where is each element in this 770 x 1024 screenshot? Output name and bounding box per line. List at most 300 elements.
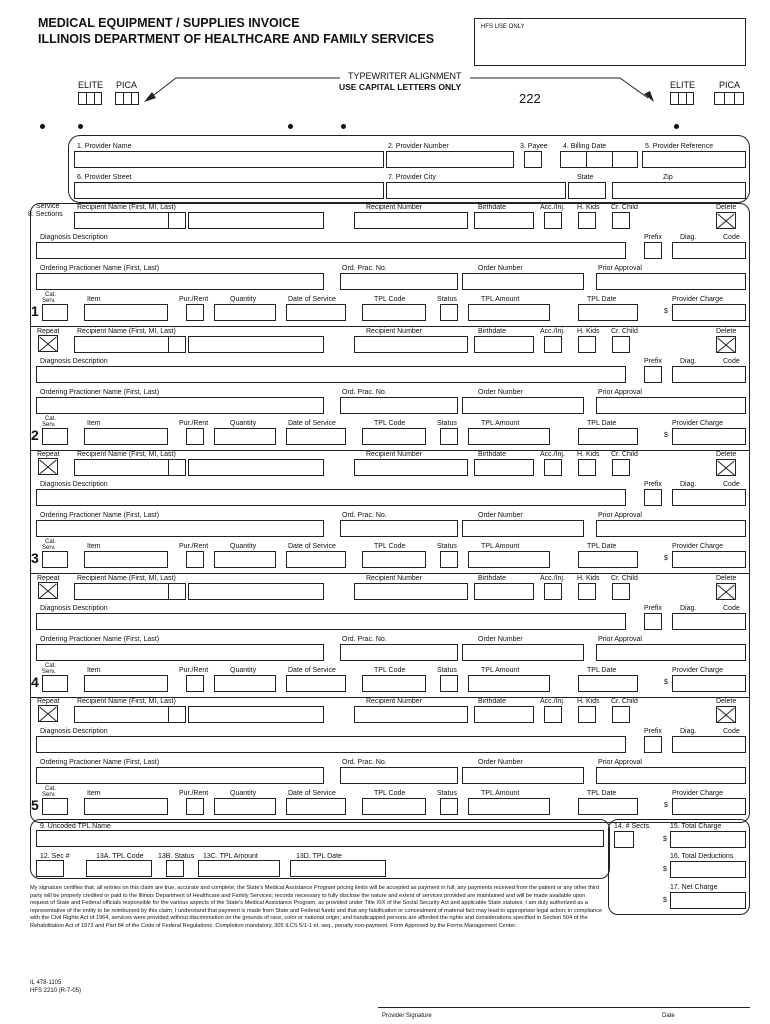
birthdate-input[interactable] xyxy=(474,336,534,353)
date-of-service-label: Date of Service xyxy=(288,420,336,427)
tpl-date-input[interactable] xyxy=(578,675,638,692)
prior-approval-input[interactable] xyxy=(596,273,746,290)
code-label: Code xyxy=(723,234,740,241)
tpl-status-13b-label: 13B. Status xyxy=(158,853,195,860)
ord-prac-no-label: Ord. Prac. No. xyxy=(342,512,387,519)
item-label: Item xyxy=(87,543,101,550)
cat-label: Cat. xyxy=(45,292,57,298)
ord-prac-no-input[interactable] xyxy=(340,273,458,290)
provider-charge-input[interactable] xyxy=(672,428,746,445)
quantity-input[interactable] xyxy=(214,798,276,815)
typewriter-alignment-label: TYPEWRITER ALIGNMENT xyxy=(348,71,462,81)
pur-rent-input[interactable] xyxy=(186,798,204,815)
repeat-label: Repeat xyxy=(37,698,60,705)
cat-serv-input[interactable] xyxy=(42,304,68,321)
item-label: Item xyxy=(87,296,101,303)
status-label: Status xyxy=(437,543,457,550)
delete-checkbox[interactable] xyxy=(716,583,736,600)
h-kids-label: H. Kids xyxy=(577,328,600,335)
ordering-practitioner-label: Ordering Practioner Name (First, Last) xyxy=(40,636,160,643)
payee-input[interactable] xyxy=(524,151,542,168)
elite-label-left: ELITE xyxy=(78,80,104,90)
diag-prefix-input[interactable] xyxy=(644,242,662,259)
quantity-label: Quantity xyxy=(230,790,257,797)
order-number-input[interactable] xyxy=(462,397,584,414)
section-divider xyxy=(30,573,750,574)
uncoded-tpl-name-label: 9. Uncoded TPL Name xyxy=(40,823,111,830)
acc-inj-label: Acc./Inj. xyxy=(540,204,565,211)
provider-charge-input[interactable] xyxy=(672,675,746,692)
provider-charge-dollar: $ xyxy=(664,679,668,686)
cat-label: Cat. xyxy=(45,539,57,545)
diagnosis-description-label: Diagnosis Description xyxy=(40,358,108,365)
order-number-input[interactable] xyxy=(462,520,584,537)
signature-line[interactable] xyxy=(378,1007,750,1008)
repeat-checkbox[interactable] xyxy=(38,335,58,352)
pur-rent-label: Pur./Rent xyxy=(179,667,209,674)
tpl-code-input[interactable] xyxy=(362,428,426,445)
recipient-number-label: Recipient Number xyxy=(366,698,423,705)
repeat-checkbox[interactable] xyxy=(38,582,58,599)
item-label: Item xyxy=(87,420,101,427)
pica-alignment-box-right xyxy=(714,92,744,105)
recipient-name-label: Recipient Name (First, MI, Last) xyxy=(77,328,176,335)
status-input[interactable] xyxy=(440,551,458,568)
acc-inj-input[interactable] xyxy=(544,212,562,229)
h-kids-input[interactable] xyxy=(578,706,596,723)
recipient-name-label: Recipient Name (First, MI, Last) xyxy=(77,451,176,458)
cr-child-input[interactable] xyxy=(612,212,630,229)
pur-rent-label: Pur./Rent xyxy=(179,420,209,427)
delete-label: Delete xyxy=(716,204,737,211)
provider-name-label: 1. Provider Name xyxy=(77,143,132,150)
section-number: 1 xyxy=(31,303,39,319)
provider-city-label: 7. Provider City xyxy=(388,174,436,181)
diagnosis-description-label: Diagnosis Description xyxy=(40,605,108,612)
birthdate-label: Birthdate xyxy=(478,698,507,705)
h-kids-label: H. Kids xyxy=(577,451,600,458)
date-of-service-label: Date of Service xyxy=(288,296,336,303)
sec-number-input[interactable] xyxy=(36,860,64,877)
tpl-code-input[interactable] xyxy=(362,304,426,321)
birthdate-input[interactable] xyxy=(474,212,534,229)
ordering-practitioner-input[interactable] xyxy=(36,644,324,661)
section-number: 4 xyxy=(31,674,39,690)
diag-code-input[interactable] xyxy=(672,366,746,383)
tpl-amount-input[interactable] xyxy=(468,428,550,445)
ordering-practitioner-label: Ordering Practioner Name (First, Last) xyxy=(40,265,160,272)
prior-approval-input[interactable] xyxy=(596,520,746,537)
tpl-date-input[interactable] xyxy=(578,304,638,321)
recipient-number-input[interactable] xyxy=(354,583,468,600)
provider-charge-dollar: $ xyxy=(664,432,668,439)
h-kids-label: H. Kids xyxy=(577,575,600,582)
pur-rent-input[interactable] xyxy=(186,304,204,321)
provider-charge-input[interactable] xyxy=(672,304,746,321)
cr-child-input[interactable] xyxy=(612,583,630,600)
acc-inj-input[interactable] xyxy=(544,706,562,723)
ordering-practitioner-label: Ordering Practioner Name (First, Last) xyxy=(40,389,160,396)
ord-prac-no-input[interactable] xyxy=(340,644,458,661)
tpl-date-input[interactable] xyxy=(578,428,638,445)
form-title: MEDICAL EQUIPMENT / SUPPLIES INVOICE xyxy=(38,16,300,30)
order-number-label: Order Number xyxy=(478,389,523,396)
pur-rent-label: Pur./Rent xyxy=(179,296,209,303)
repeat-checkbox[interactable] xyxy=(38,705,58,722)
net-charge-label: 17. Net Charge xyxy=(670,884,718,891)
tpl-code-input[interactable] xyxy=(362,675,426,692)
total-deductions-input[interactable] xyxy=(670,861,746,878)
tpl-code-13a-label: 13A. TPL Code xyxy=(96,853,144,860)
total-deductions-label: 16. Total Deductions xyxy=(670,853,734,860)
status-label: Status xyxy=(437,296,457,303)
ord-prac-no-label: Ord. Prac. No. xyxy=(342,759,387,766)
recipient-mi-input[interactable] xyxy=(168,459,186,476)
repeat-label: Repeat xyxy=(37,328,60,335)
alignment-number: 222 xyxy=(519,91,541,106)
diagnosis-description-input[interactable] xyxy=(36,489,626,506)
delete-label: Delete xyxy=(716,451,737,458)
total-charge-input[interactable] xyxy=(670,831,746,848)
order-number-input[interactable] xyxy=(462,644,584,661)
cat-label: Cat. xyxy=(45,663,57,669)
recipient-number-label: Recipient Number xyxy=(366,451,423,458)
quantity-input[interactable] xyxy=(214,675,276,692)
tpl-date-input[interactable] xyxy=(578,551,638,568)
code-label: Code xyxy=(723,728,740,735)
prefix-label: Prefix xyxy=(644,728,662,735)
prior-approval-label: Prior Approval xyxy=(598,636,642,643)
order-number-input[interactable] xyxy=(462,273,584,290)
h-kids-input[interactable] xyxy=(578,459,596,476)
total-charge-dollar: $ xyxy=(663,836,667,843)
num-sects-label: 14. # Sects. xyxy=(614,823,651,830)
diag-label: Diag. xyxy=(680,605,697,612)
provider-city-input[interactable] xyxy=(386,182,566,199)
item-input[interactable] xyxy=(84,304,168,321)
tpl-amount-label: TPL Amount xyxy=(481,790,520,797)
provider-number-input[interactable] xyxy=(386,151,514,168)
num-sects-input[interactable] xyxy=(614,831,634,848)
hfs-use-only-label: HFS USE ONLY xyxy=(481,24,525,30)
cr-child-label: Cr. Child xyxy=(611,698,638,705)
certification-text: My signature certifies that; all entries on this claim are true, accurate and complete; the State's Medical Assistance Program pricing limits will be accepted as payment in full; any payments received from the patient or any other third party will be properly credited or paid to the Illinois Department of Healthcare and Family Services; records necessary to fully disclose the nature and extent of services provided are maintained and will be made available upon request of State and Federal officials responsible for the various aspects of the State's Medical Assistance Program, as provided under Title XIX of the Social Security Act and applicable State statutes; I am duly authorized as a representative of the entity to be reimbursed by this claim; I understand that payment is made from State and Federal funds and that any falsification or concealment of material fact may lead to appropriate legal action; in compliance with the Civil Rights Act of 1964, services were provided without discrimination on the grounds of race, color or national origin; and handicapped persons are afforded the rights and considerations specified in Section 504 of the Rehabilitation Act of 1973 and Part 84 of the Code of Federal Regulations. Completion mandatory, 305 ILCS 5/1-1 et. seq., penalty non-payment. Form Approved by the Forms Management Center. xyxy=(30,885,603,929)
pica-label-left: PICA xyxy=(116,80,138,90)
pur-rent-input[interactable] xyxy=(186,551,204,568)
status-input[interactable] xyxy=(440,428,458,445)
diag-label: Diag. xyxy=(680,234,697,241)
total-deductions-dollar: $ xyxy=(663,866,667,873)
cr-child-input[interactable] xyxy=(612,706,630,723)
alignment-dot xyxy=(78,124,83,129)
date-of-service-input[interactable] xyxy=(286,551,346,568)
delete-label: Delete xyxy=(716,575,737,582)
prior-approval-label: Prior Approval xyxy=(598,512,642,519)
delete-label: Delete xyxy=(716,328,737,335)
diagnosis-description-label: Diagnosis Description xyxy=(40,481,108,488)
provider-charge-input[interactable] xyxy=(672,551,746,568)
order-number-label: Order Number xyxy=(478,636,523,643)
state-input[interactable] xyxy=(568,182,606,199)
tpl-amount-13c-label: 13C. TPL Amount xyxy=(203,853,258,860)
tpl-code-label: TPL Code xyxy=(374,296,406,303)
status-label: Status xyxy=(437,667,457,674)
provider-name-input[interactable] xyxy=(74,151,384,168)
recipient-last-name-input[interactable] xyxy=(188,583,324,600)
cat-serv-input[interactable] xyxy=(42,428,68,445)
tpl-status-13b-input[interactable] xyxy=(166,860,184,877)
prior-approval-input[interactable] xyxy=(596,397,746,414)
status-input[interactable] xyxy=(440,304,458,321)
order-number-label: Order Number xyxy=(478,759,523,766)
quantity-label: Quantity xyxy=(230,543,257,550)
alignment-dot xyxy=(40,124,45,129)
tpl-date-label: TPL Date xyxy=(587,420,617,427)
diag-code-input[interactable] xyxy=(672,613,746,630)
tpl-code-label: TPL Code xyxy=(374,420,406,427)
section-number: 2 xyxy=(31,427,39,443)
sec-number-label: 12. Sec # xyxy=(40,853,70,860)
ord-prac-no-input[interactable] xyxy=(340,520,458,537)
elite-alignment-box-right xyxy=(670,92,694,105)
recipient-number-input[interactable] xyxy=(354,336,468,353)
acc-inj-input[interactable] xyxy=(544,459,562,476)
cr-child-input[interactable] xyxy=(612,336,630,353)
item-input[interactable] xyxy=(84,675,168,692)
billing-date-label: 4. Billing Date xyxy=(563,143,607,150)
uncoded-tpl-name-input[interactable] xyxy=(36,830,604,847)
delete-label: Delete xyxy=(716,698,737,705)
net-charge-input[interactable] xyxy=(670,892,746,909)
order-number-input[interactable] xyxy=(462,767,584,784)
item-label: Item xyxy=(87,790,101,797)
tpl-date-13d-label: 13D. TPL Date xyxy=(296,853,342,860)
item-input[interactable] xyxy=(84,551,168,568)
diag-code-input[interactable] xyxy=(672,242,746,259)
provider-street-label: 6. Provider Street xyxy=(77,174,132,181)
prefix-label: Prefix xyxy=(644,605,662,612)
prefix-label: Prefix xyxy=(644,234,662,241)
provider-charge-dollar: $ xyxy=(664,308,668,315)
tpl-amount-label: TPL Amount xyxy=(481,667,520,674)
recipient-number-input[interactable] xyxy=(354,459,468,476)
tpl-amount-input[interactable] xyxy=(468,304,550,321)
ord-prac-no-label: Ord. Prac. No. xyxy=(342,636,387,643)
cat-serv-input[interactable] xyxy=(42,551,68,568)
tpl-amount-label: TPL Amount xyxy=(481,296,520,303)
prefix-label: Prefix xyxy=(644,358,662,365)
repeat-label: Repeat xyxy=(37,575,60,582)
prior-approval-input[interactable] xyxy=(596,644,746,661)
quantity-input[interactable] xyxy=(214,304,276,321)
provider-charge-input[interactable] xyxy=(672,798,746,815)
date-of-service-input[interactable] xyxy=(286,675,346,692)
cr-child-label: Cr. Child xyxy=(611,451,638,458)
serv-label: Serv. xyxy=(42,792,56,798)
recipient-last-name-input[interactable] xyxy=(188,336,324,353)
cr-child-input[interactable] xyxy=(612,459,630,476)
diag-prefix-input[interactable] xyxy=(644,736,662,753)
recipient-mi-input[interactable] xyxy=(168,706,186,723)
diag-label: Diag. xyxy=(680,481,697,488)
elite-alignment-box-left xyxy=(78,92,102,105)
quantity-input[interactable] xyxy=(214,551,276,568)
recipient-last-name-input[interactable] xyxy=(188,706,324,723)
department-title: ILLINOIS DEPARTMENT OF HEALTHCARE AND FAMILY SERVICES xyxy=(38,32,435,46)
provider-signature-label: Provider Signature xyxy=(382,1013,432,1019)
recipient-mi-input[interactable] xyxy=(168,212,186,229)
h-kids-input[interactable] xyxy=(578,583,596,600)
diag-label: Diag. xyxy=(680,358,697,365)
ord-prac-no-input[interactable] xyxy=(340,767,458,784)
delete-checkbox[interactable] xyxy=(716,706,736,723)
provider-charge-label: Provider Charge xyxy=(672,420,723,427)
diag-code-input[interactable] xyxy=(672,736,746,753)
ord-prac-no-label: Ord. Prac. No. xyxy=(342,389,387,396)
birthdate-input[interactable] xyxy=(474,706,534,723)
diagnosis-description-input[interactable] xyxy=(36,613,626,630)
recipient-number-input[interactable] xyxy=(354,212,468,229)
birthdate-input[interactable] xyxy=(474,459,534,476)
diag-prefix-input[interactable] xyxy=(644,489,662,506)
cr-child-label: Cr. Child xyxy=(611,204,638,211)
recipient-number-label: Recipient Number xyxy=(366,328,423,335)
tpl-amount-input[interactable] xyxy=(468,675,550,692)
provider-street-input[interactable] xyxy=(74,182,384,199)
repeat-checkbox[interactable] xyxy=(38,458,58,475)
ordering-practitioner-label: Ordering Practioner Name (First, Last) xyxy=(40,759,160,766)
date-of-service-label: Date of Service xyxy=(288,543,336,550)
acc-inj-label: Acc./Inj. xyxy=(540,575,565,582)
diagnosis-description-input[interactable] xyxy=(36,366,626,383)
serv-label: Serv. xyxy=(42,545,56,551)
net-charge-dollar: $ xyxy=(663,897,667,904)
prior-approval-input[interactable] xyxy=(596,767,746,784)
cat-serv-input[interactable] xyxy=(42,798,68,815)
provider-charge-label: Provider Charge xyxy=(672,667,723,674)
tpl-amount-label: TPL Amount xyxy=(481,543,520,550)
alignment-dot xyxy=(288,124,293,129)
recipient-mi-input[interactable] xyxy=(168,336,186,353)
birthdate-input[interactable] xyxy=(474,583,534,600)
recipient-number-label: Recipient Number xyxy=(366,204,423,211)
total-charge-label: 15. Total Charge xyxy=(670,823,722,830)
quantity-input[interactable] xyxy=(214,428,276,445)
serv-label: Serv. xyxy=(42,669,56,675)
ord-prac-no-input[interactable] xyxy=(340,397,458,414)
ordering-practitioner-label: Ordering Practioner Name (First, Last) xyxy=(40,512,160,519)
provider-charge-label: Provider Charge xyxy=(672,296,723,303)
provider-reference-label: 5. Provider Reference xyxy=(645,143,714,150)
tpl-code-13a-input[interactable] xyxy=(86,860,152,877)
pur-rent-input[interactable] xyxy=(186,675,204,692)
diagnosis-description-label: Diagnosis Description xyxy=(40,728,108,735)
provider-charge-dollar: $ xyxy=(664,555,668,562)
billing-date-input[interactable] xyxy=(560,151,638,168)
date-of-service-input[interactable] xyxy=(286,428,346,445)
h-kids-label: H. Kids xyxy=(577,204,600,211)
tpl-date-13d-input[interactable] xyxy=(290,860,386,877)
diag-prefix-input[interactable] xyxy=(644,366,662,383)
ordering-practitioner-input[interactable] xyxy=(36,397,324,414)
prior-approval-label: Prior Approval xyxy=(598,759,642,766)
tpl-code-input[interactable] xyxy=(362,798,426,815)
acc-inj-label: Acc./Inj. xyxy=(540,451,565,458)
tpl-code-input[interactable] xyxy=(362,551,426,568)
h-kids-label: H. Kids xyxy=(577,698,600,705)
recipient-number-label: Recipient Number xyxy=(366,575,423,582)
pica-label-right: PICA xyxy=(719,80,741,90)
status-input[interactable] xyxy=(440,798,458,815)
quantity-label: Quantity xyxy=(230,420,257,427)
ordering-practitioner-input[interactable] xyxy=(36,273,324,290)
acc-inj-label: Acc./Inj. xyxy=(540,698,565,705)
pur-rent-input[interactable] xyxy=(186,428,204,445)
tpl-amount-input[interactable] xyxy=(468,551,550,568)
form-id-1: IL 478-1105 xyxy=(30,980,62,986)
diagnosis-description-input[interactable] xyxy=(36,736,626,753)
delete-checkbox[interactable] xyxy=(716,336,736,353)
acc-inj-input[interactable] xyxy=(544,583,562,600)
prior-approval-label: Prior Approval xyxy=(598,389,642,396)
provider-reference-input[interactable] xyxy=(642,151,746,168)
item-input[interactable] xyxy=(84,798,168,815)
tpl-amount-input[interactable] xyxy=(468,798,550,815)
tpl-date-input[interactable] xyxy=(578,798,638,815)
recipient-number-input[interactable] xyxy=(354,706,468,723)
diag-code-input[interactable] xyxy=(672,489,746,506)
repeat-label: Repeat xyxy=(37,451,60,458)
recipient-mi-input[interactable] xyxy=(168,583,186,600)
h-kids-input[interactable] xyxy=(578,336,596,353)
diagnosis-description-input[interactable] xyxy=(36,242,626,259)
cat-serv-input[interactable] xyxy=(42,675,68,692)
acc-inj-input[interactable] xyxy=(544,336,562,353)
birthdate-label: Birthdate xyxy=(478,328,507,335)
item-input[interactable] xyxy=(84,428,168,445)
delete-checkbox[interactable] xyxy=(716,459,736,476)
date-of-service-input[interactable] xyxy=(286,304,346,321)
delete-checkbox[interactable] xyxy=(716,212,736,229)
ordering-practitioner-input[interactable] xyxy=(36,767,324,784)
diag-prefix-input[interactable] xyxy=(644,613,662,630)
recipient-last-name-input[interactable] xyxy=(188,212,324,229)
item-label: Item xyxy=(87,667,101,674)
state-label: State xyxy=(577,174,594,181)
section-number: 3 xyxy=(31,550,39,566)
date-of-service-label: Date of Service xyxy=(288,667,336,674)
cr-child-label: Cr. Child xyxy=(611,328,638,335)
recipient-last-name-input[interactable] xyxy=(188,459,324,476)
date-of-service-input[interactable] xyxy=(286,798,346,815)
tpl-code-label: TPL Code xyxy=(374,790,406,797)
date-of-service-label: Date of Service xyxy=(288,790,336,797)
recipient-name-label: Recipient Name (First, MI, Last) xyxy=(77,698,176,705)
ordering-practitioner-input[interactable] xyxy=(36,520,324,537)
zip-input[interactable] xyxy=(612,182,746,199)
tpl-date-label: TPL Date xyxy=(587,667,617,674)
status-input[interactable] xyxy=(440,675,458,692)
birthdate-label: Birthdate xyxy=(478,575,507,582)
h-kids-input[interactable] xyxy=(578,212,596,229)
prior-approval-label: Prior Approval xyxy=(598,265,642,272)
capital-letters-label: USE CAPITAL LETTERS ONLY xyxy=(339,82,462,92)
zip-label: Zip xyxy=(663,174,673,181)
order-number-label: Order Number xyxy=(478,512,523,519)
recipient-name-label: Recipient Name (First, MI, Last) xyxy=(77,575,176,582)
tpl-amount-13c-input[interactable] xyxy=(198,860,280,877)
section-divider xyxy=(30,326,750,327)
